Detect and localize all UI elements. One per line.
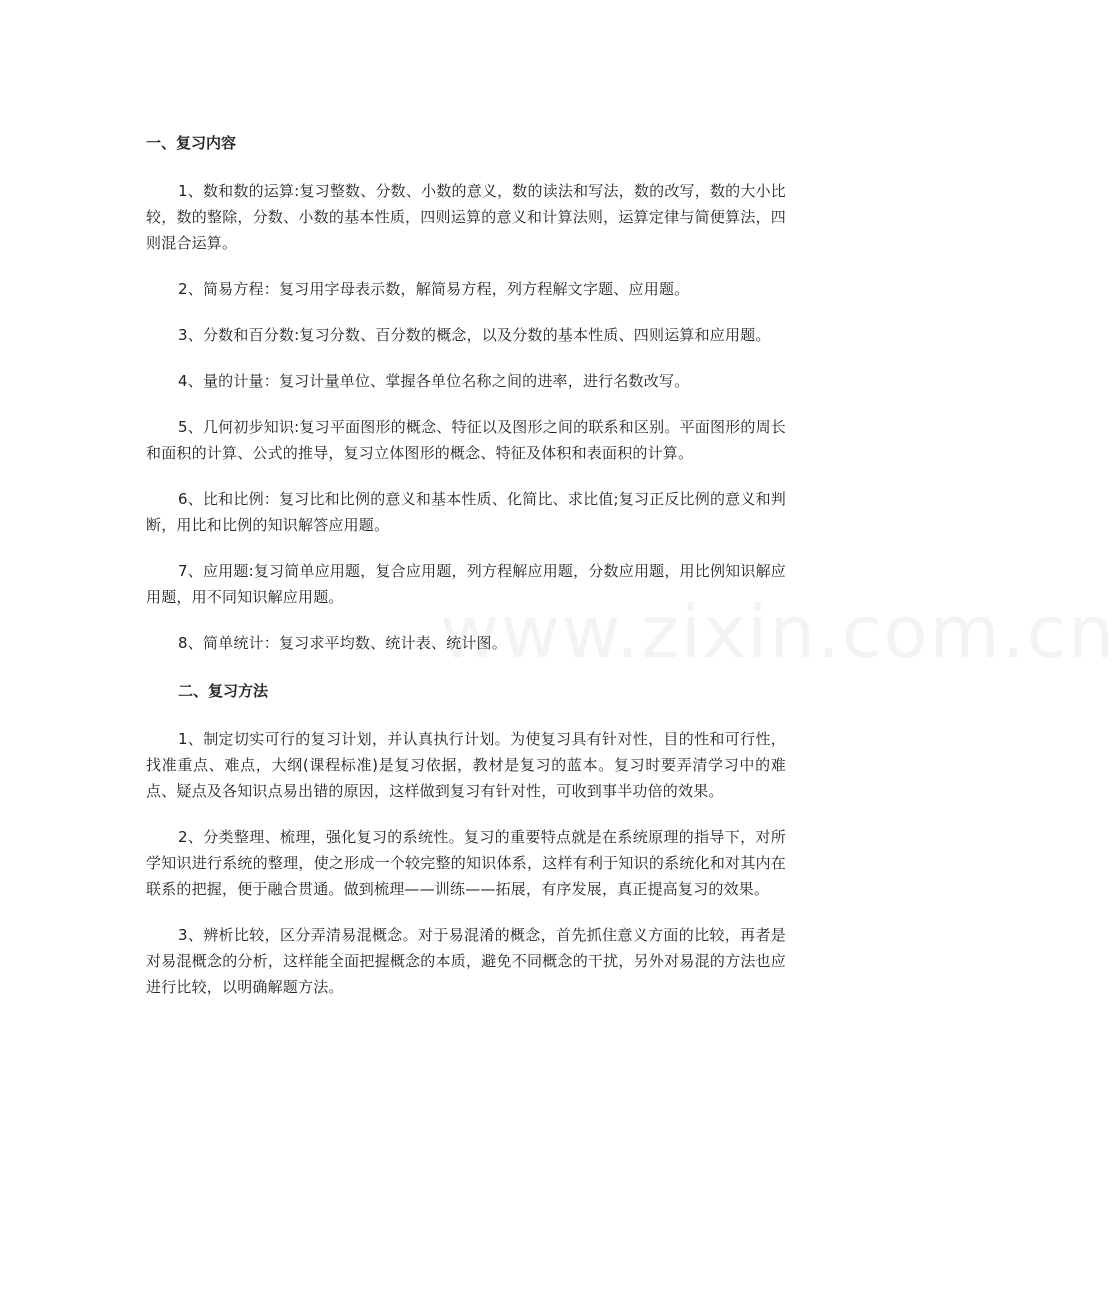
paragraph: 8、简单统计：复习求平均数、统计表、统计图。 [178, 634, 507, 652]
paragraph: 3、辨析比较，区分弄清易混概念。对于易混淆的概念，首先抓住意义方面的比较，再者是对易混概念的分析，这样能全面把握概念的本质，避免不同概念的干扰，另外对易混的方法也应进行比较，以明确解题方法。 [146, 926, 786, 996]
section-heading-review-content: 一、复习内容 [146, 134, 237, 152]
section-heading-review-method: 二、复习方法 [178, 682, 269, 700]
paragraph: 6、比和比例：复习比和比例的意义和基本性质、化简比、求比值;复习正反比例的意义和判断，用比和比例的知识解答应用题。 [146, 490, 786, 534]
paragraph: 1、制定切实可行的复习计划，并认真执行计划。为使复习具有针对性，目的性和可行性，找准重点、难点，大纲(课程标准)是复习依据，教材是复习的蓝本。复习时要弄清学习中的难点、疑点及各知识点易出错的原因，这样做到复习有针对性，可收到事半功倍的效果。 [146, 730, 786, 800]
paragraph: 4、量的计量：复习计量单位、掌握各单位名称之间的进率，进行名数改写。 [178, 372, 690, 390]
paragraph: 3、分数和百分数:复习分数、百分数的概念，以及分数的基本性质、四则运算和应用题。 [178, 326, 771, 344]
paragraph: 2、分类整理、梳理，强化复习的系统性。复习的重要特点就是在系统原理的指导下，对所学知识进行系统的整理，使之形成一个较完整的知识体系，这样有利于知识的系统化和对其内在联系的把握，便于融合贯通。做到梳理——训练——拓展，有序发展，真正提高复习的效果。 [146, 828, 786, 898]
document-body [146, 128, 786, 1020]
watermark: www.zixin.com.cn [440, 590, 1116, 674]
paragraph: 2、简易方程：复习用字母表示数，解简易方程，列方程解文字题、应用题。 [178, 280, 690, 298]
paragraph: 7、应用题:复习简单应用题，复合应用题，列方程解应用题，分数应用题，用比例知识解应用题，用不同知识解应用题。 [146, 562, 786, 606]
paragraph: 5、几何初步知识:复习平面图形的概念、特征以及图形之间的联系和区别。平面图形的周长和面积的计算、公式的推导，复习立体图形的概念、特征及体积和表面积的计算。 [146, 418, 786, 462]
paragraph: 1、数和数的运算:复习整数、分数、小数的意义，数的读法和写法，数的改写，数的大小比较，数的整除，分数、小数的基本性质，四则运算的意义和计算法则，运算定律与简便算法，四则混合运算。 [146, 182, 786, 252]
